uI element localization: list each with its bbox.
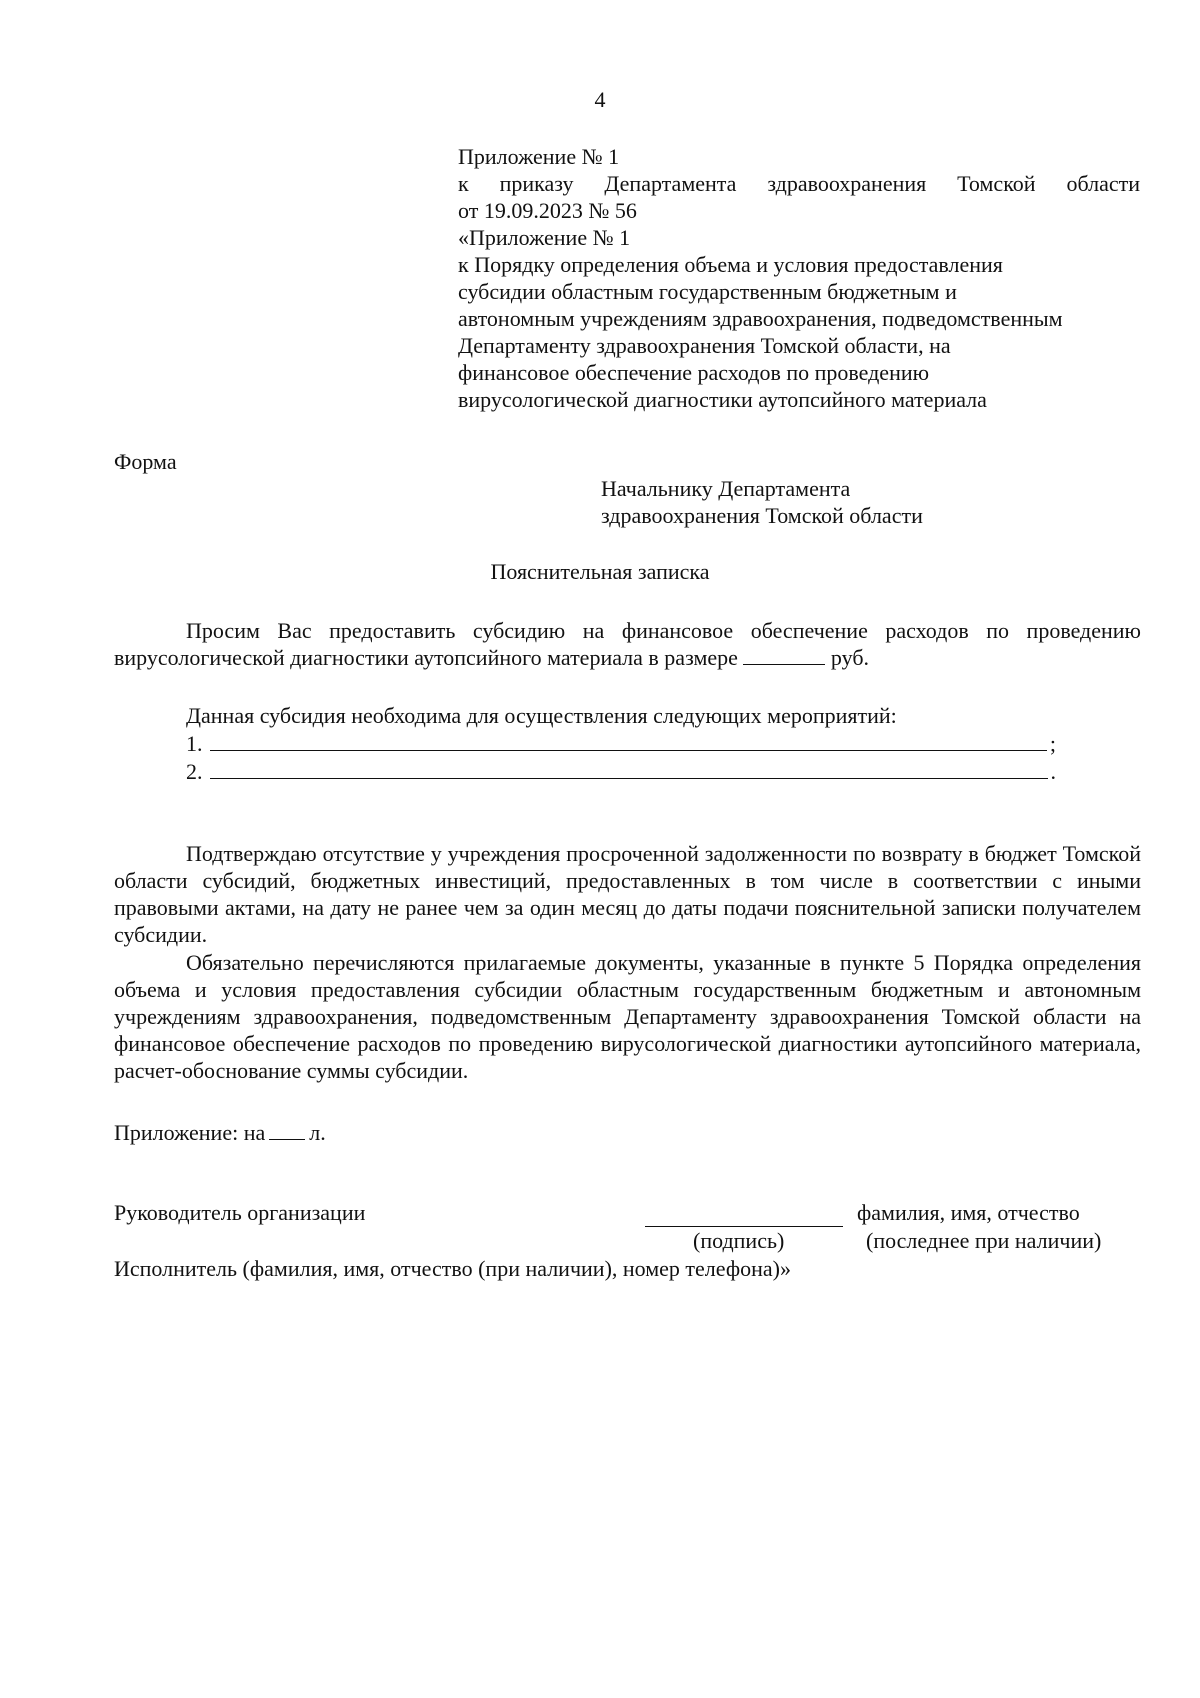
appendix-line: автономным учреждениям здравоохранения, подведомственным [458,306,1063,331]
activity-number: 2. [186,759,203,784]
attachment-suffix: л. [309,1120,326,1145]
activity-number: 1. [186,731,203,756]
appendix-line: вирусологической диагностики аутопсийного материала [458,387,987,412]
activity-end-mark: . [1050,759,1056,784]
confirmation-text: Подтверждаю отсутствие у учреждения просроченной задолженности по возврату в бюджет Томской области субсидий, бюджетных инвестиций, предоставленных в том числе в соответствии с иными правовыми актами, на дату не ранее чем за один месяц до даты подачи пояснительной записки получателем субсидии. [114,841,1141,947]
confirmation-paragraph [114,840,1141,948]
executor-line: Исполнитель (фамилия, имя, отчество (при наличии), номер телефона)» [114,1256,791,1281]
attachment-line [114,1119,326,1146]
addressee-line: здравоохранения Томской области [601,503,923,528]
appendix-header [458,143,1140,413]
head-label: Руководитель организации [114,1200,366,1225]
sheets-blank-field[interactable] [269,1119,305,1140]
documents-text: Обязательно перечисляются прилагаемые документы, указанные в пункте 5 Порядка определения объема и условия предоставления субсидии областным государственным бюджетным и автономным учреждениям здравоохранения, подведомственным Департаменту здравоохранения Томской области на финансовое обеспечение расходов по проведению вирусологической диагностики аутопсийного материала, расчет-обоснование суммы субсидии. [114,950,1141,1083]
request-paragraph [114,617,1141,671]
addressee-line: Начальнику Департамента [601,476,851,501]
appendix-line: от 19.09.2023 № 56 [458,198,637,223]
request-currency: руб. [830,645,870,670]
fio-label: фамилия, имя, отчество [857,1200,1080,1225]
activity-end-mark: ; [1049,731,1056,756]
activity-blank-field[interactable] [210,757,1048,779]
activity-item [186,729,1056,757]
activity-blank-field[interactable] [210,729,1047,751]
appendix-line: к Порядку определения объема и условия предоставления [458,252,1003,277]
form-label: Форма [114,449,177,474]
attachment-prefix: Приложение: на [114,1120,266,1145]
documents-paragraph [114,949,1141,1084]
page-number: 4 [594,87,606,112]
appendix-line: субсидии областным государственным бюджетным и [458,279,957,304]
activities-intro: Данная субсидия необходима для осуществления следующих мероприятий: [186,703,897,728]
appendix-line: к приказу Департамента здравоохранения Томской области [458,171,1140,196]
activity-item [186,757,1056,785]
activities-section [186,702,1056,785]
note-title: Пояснительная записка [490,559,710,584]
addressee [601,475,923,529]
appendix-line: Приложение № 1 [458,144,620,169]
amount-blank-field[interactable] [743,644,825,665]
appendix-line: Департаменту здравоохранения Томской области, на [458,333,951,358]
request-text: Просим Вас предоставить субсидию на финансовое обеспечение расходов по проведению вирусологической диагностики аутопсийного материала в размере [114,618,1141,670]
appendix-line: «Приложение № 1 [458,225,631,250]
fio-caption: (последнее при наличии) [866,1228,1102,1253]
signature-caption: (подпись) [693,1228,785,1253]
appendix-line: финансовое обеспечение расходов по проведению [458,360,930,385]
